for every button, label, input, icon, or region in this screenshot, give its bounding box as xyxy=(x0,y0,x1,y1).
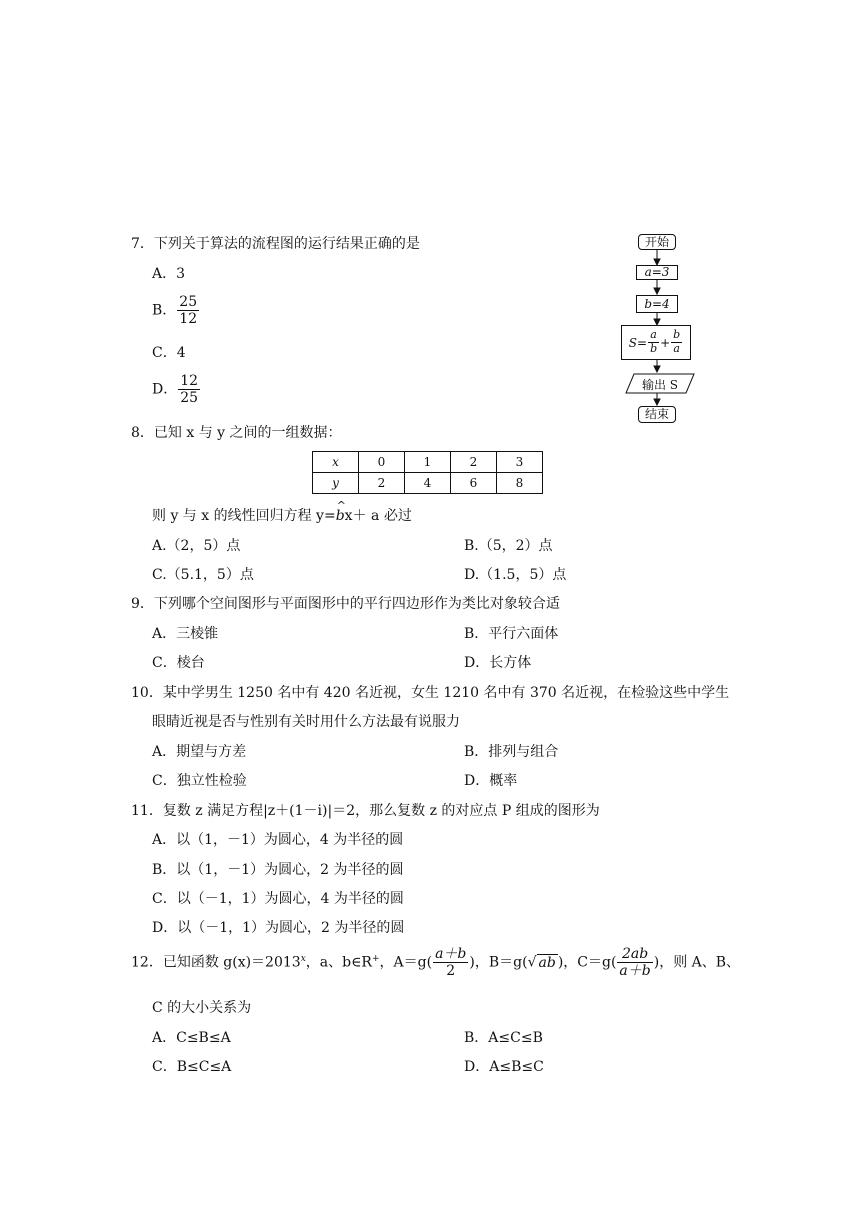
flowchart-frac2-den: a xyxy=(673,342,680,355)
q12-frac-c-num: 2ab xyxy=(617,946,652,963)
q12-part1: 12．已知函数 g(x)＝2013 xyxy=(131,954,301,971)
q7-a-value: 3 xyxy=(176,266,186,282)
q8-cell: 3 xyxy=(497,452,543,473)
flowchart-assign-a: a=3 xyxy=(636,265,678,280)
q7-d-label: D． xyxy=(152,381,178,398)
q12-fraction-a xyxy=(433,946,468,979)
q7-b-denominator: 12 xyxy=(179,311,198,328)
q8-line-text-2: x＋ a 必过 xyxy=(344,508,412,524)
q9-option-a: A．三棱锥 xyxy=(152,626,219,642)
q8-cell: 1 xyxy=(405,452,451,473)
q12-part5: )，C＝g( xyxy=(557,954,617,971)
q7-option-b xyxy=(152,294,200,327)
q11-stem: 11．复数 z 满足方程|z＋(1－i)|＝2，那么复数 z 的对应点 P 组成的图形为 xyxy=(131,803,600,819)
q8-cell: x xyxy=(313,452,359,473)
q12-option-c: C．B≤C≤A xyxy=(152,1059,232,1075)
q12-option-b: B．A≤C≤B xyxy=(464,1030,543,1046)
q8-option-d: D.（1.5，5）点 xyxy=(464,567,567,583)
flowchart-end: 结束 xyxy=(638,406,676,423)
q11-option-a: A．以（1，－1）为圆心，4 为半径的圆 xyxy=(152,832,404,848)
q12-sqrt-radicand: ab xyxy=(538,954,556,971)
q8-cell: 6 xyxy=(451,473,497,494)
flowchart-start: 开始 xyxy=(638,234,676,250)
q12-stem-line2: C 的大小关系为 xyxy=(152,1000,252,1016)
flowchart-plus: + xyxy=(660,335,671,350)
q8-row-y xyxy=(313,473,543,494)
q10-stem-line1: 10．某中学男生 1250 名中有 420 名近视，女生 1210 名中有 370 名近视，在检验这些中学生 xyxy=(131,685,730,701)
q9-option-d: D．长方体 xyxy=(464,655,532,671)
q12-option-a: A．C≤B≤A xyxy=(152,1030,231,1046)
q8-cell: y xyxy=(313,473,359,494)
flowchart-frac-a-over-b xyxy=(648,329,659,355)
q8-regression-line xyxy=(152,499,412,525)
q12-frac-a-den: 2 xyxy=(446,963,456,980)
q7-b-numerator: 25 xyxy=(179,294,198,310)
flowchart-frac-b-over-a xyxy=(671,329,682,355)
q10-option-d: D．概率 xyxy=(464,773,518,789)
q8-cell: 2 xyxy=(359,473,405,494)
flowchart-assign-b: b=4 xyxy=(636,295,678,313)
q8-cell: 2 xyxy=(451,452,497,473)
q12-sup-x: x xyxy=(300,953,306,964)
q8-cell: 8 xyxy=(497,473,543,494)
flowchart-frac2-num: b xyxy=(673,328,681,342)
q10-option-b: B．排列与组合 xyxy=(464,744,559,760)
q12-part6: )，则 A、B、 xyxy=(653,954,741,971)
q11-option-b: B．以（1，－1）为圆心，2 为半径的圆 xyxy=(152,862,404,878)
flowchart-output: 输出 S xyxy=(641,378,679,392)
q9-option-b: B．平行六面体 xyxy=(464,626,559,642)
q12-part4: )，B＝g( xyxy=(469,954,528,971)
q7-stem: 7．下列关于算法的流程图的运行结果正确的是 xyxy=(131,236,420,252)
q8-line-text-1: 则 y 与 x 的线性回归方程 y= xyxy=(152,508,336,524)
q7-d-denominator: 25 xyxy=(180,390,199,407)
q12-part2: ，a、b∈R xyxy=(305,954,372,971)
q12-part3: ，A＝g( xyxy=(379,954,433,971)
q7-b-fraction xyxy=(177,294,199,327)
q7-option-d xyxy=(152,373,201,406)
q8-cell: 0 xyxy=(359,452,405,473)
q8-data-table xyxy=(312,451,543,494)
q7-option-c xyxy=(152,342,186,362)
q9-stem: 9．下列哪个空间图形与平面图形中的平行四边形作为类比对象较合适 xyxy=(131,596,560,612)
flowchart-frac1-num: a xyxy=(648,329,659,343)
q8-option-c: C.（5.1，5）点 xyxy=(152,567,254,583)
q12-frac-a-num: a＋b xyxy=(435,946,467,962)
q10-option-a: A．期望与方差 xyxy=(152,744,247,760)
q10-option-c: C．独立性检验 xyxy=(152,773,247,789)
q7-a-label: A． xyxy=(152,266,177,282)
flowchart-s-prefix: S= xyxy=(628,335,648,350)
q8-cell: 4 xyxy=(405,473,451,494)
q12-stem-line1 xyxy=(131,946,740,979)
flowchart-frac1-den: b xyxy=(650,342,658,355)
q8-row-x xyxy=(313,452,543,473)
q11-option-d: D．以（－1，1）为圆心，2 为半径的圆 xyxy=(152,920,405,936)
flowchart-compute-s xyxy=(621,325,691,360)
q12-fraction-c xyxy=(617,946,652,979)
q9-option-c: C．棱台 xyxy=(152,655,205,671)
q12-sup-plus: + xyxy=(371,953,380,964)
q12-option-d: D．A≤B≤C xyxy=(464,1059,544,1075)
q8-option-b: B.（5，2）点 xyxy=(464,538,553,554)
q7-option-a xyxy=(152,263,185,283)
q7-c-value: 4 xyxy=(176,345,186,361)
q10-stem-line2: 眼睛近视是否与性别有关时用什么方法最有说服力 xyxy=(152,714,460,730)
q12-frac-c-den: a＋b xyxy=(619,963,651,980)
q7-b-label: B． xyxy=(152,302,177,319)
q11-option-c: C．以（－1，1）为圆心，4 为半径的圆 xyxy=(152,891,404,907)
q7-d-fraction xyxy=(178,373,200,406)
q12-sqrt-sign: √ xyxy=(527,954,537,971)
q8-bhat xyxy=(335,499,346,524)
q8-option-a: A.（2，5）点 xyxy=(152,538,241,554)
flowchart xyxy=(618,230,698,430)
q8-bhat-letter: b xyxy=(335,508,345,524)
q7-c-label: C． xyxy=(152,345,177,361)
q8-hat-mark: ^ xyxy=(336,499,346,512)
q8-stem: 8．已知 x 与 y 之间的一组数据： xyxy=(131,425,342,441)
q7-d-numerator: 12 xyxy=(180,373,199,389)
